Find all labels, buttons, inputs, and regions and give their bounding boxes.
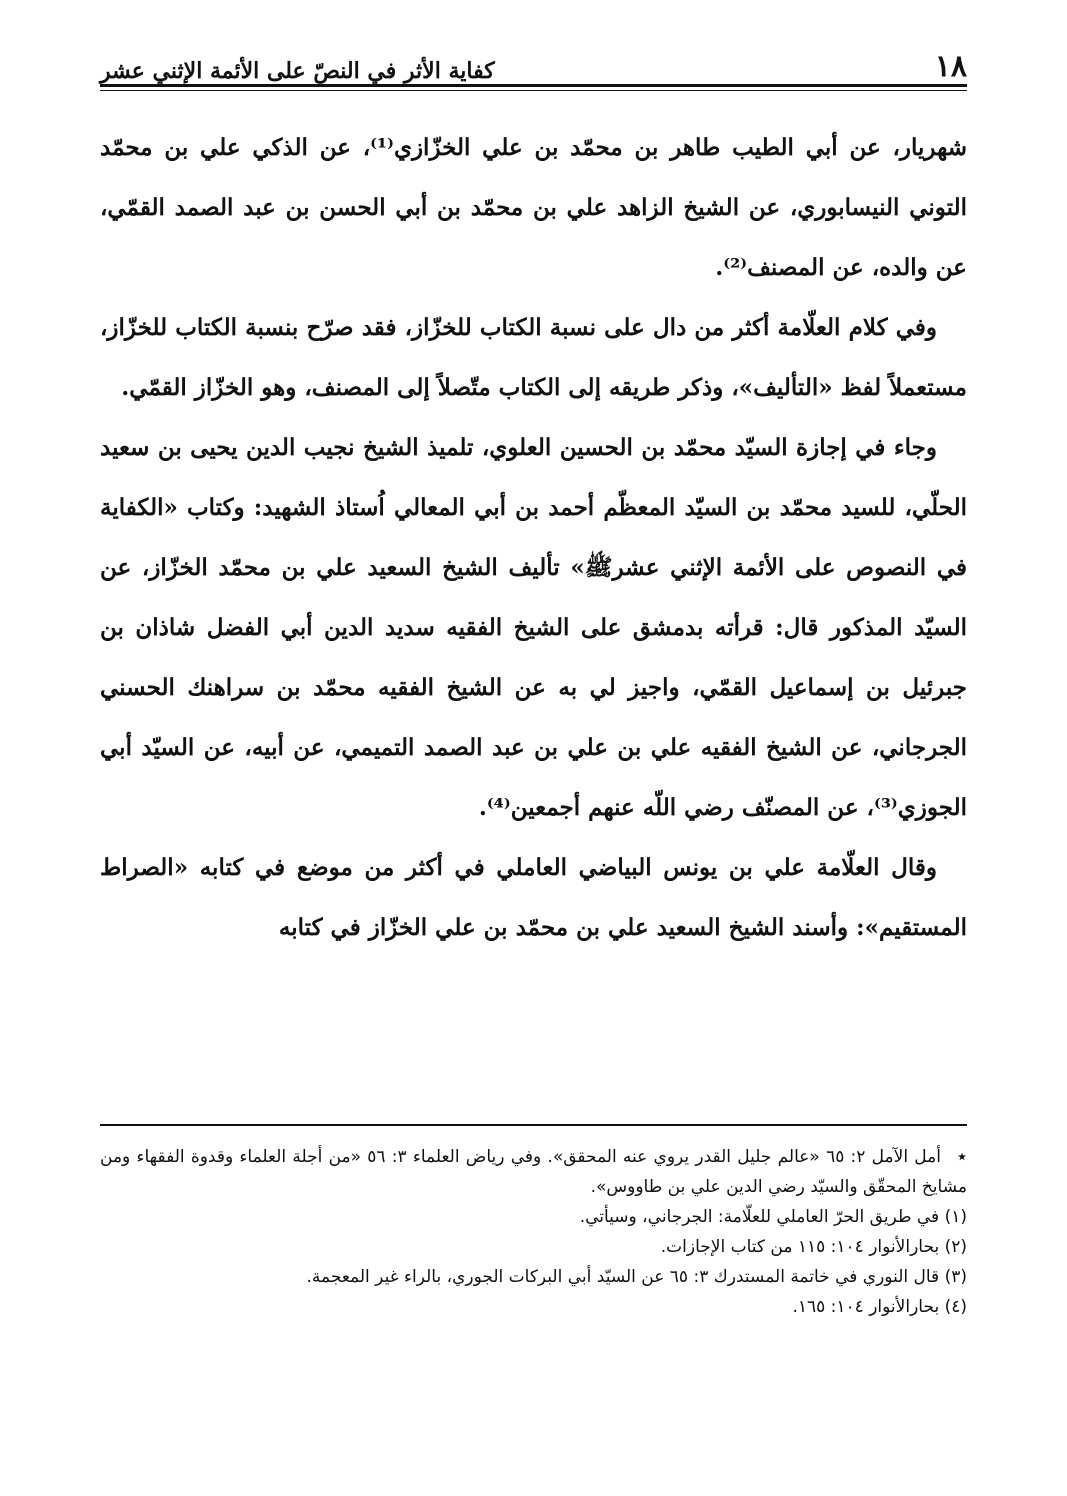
page-number: ١٨ xyxy=(934,49,967,84)
paragraph: وجاء في إجازة السيّد محمّد بن الحسين العلوي، تلميذ الشيخ نجيب الدين يحيى بن سعيد الحلّي، للسيد محمّد بن السيّد المعظّم أحمد بن أبي المعالي اُستاذ الشهيد: وكتاب «الكفاية في النصوص على الأئمة الإثني عشرﷺ» تأليف الشيخ السعيد علي بن محمّد الخزّاز، عن السيّد المذكور قال: قرأته بدمشق على الشيخ الفقيه سديد الدين أبي الفضل شاذان بن جبرئيل بن إسماعيل القمّي، واجيز لي به عن الشيخ الفقيه محمّد بن سراهنك الحسني الجرجاني، عن الشيخ الفقيه علي بن علي بن عبد الصمد التميمي، عن أبيه، عن السيّد أبي الجوزي⁽³⁾، عن المصنّف رضي اللّه عنهم أجمعين⁽⁴⁾. xyxy=(100,434,967,821)
footnote: (٢) بحارالأنوار ١٠٤: ١١٥ من كتاب الإجازات. xyxy=(660,1237,967,1257)
footnote: (٤) بحارالأنوار ١٠٤: ١٦٥. xyxy=(792,1297,967,1317)
main-text xyxy=(100,118,967,958)
page-header xyxy=(100,38,967,82)
paragraph: وفي كلام العلّامة أكثر من دال على نسبة الكتاب للخزّاز، فقد صرّح بنسبة الكتاب للخزّاز، مستعملاً لفظ «التأليف»، وذكر طريقه إلى الكتاب متّصلاً إلى المصنف، وهو الخزّاز القمّي. xyxy=(100,314,967,401)
footnotes xyxy=(100,1142,967,1322)
footnote: (٣) قال النوري في خاتمة المستدرك ٣: ٦٥ عن السيّد أبي البركات الجوري، بالراء غير المعجمة. xyxy=(306,1267,967,1287)
header-rule xyxy=(100,84,967,87)
paragraph: شهريار، عن أبي الطيب طاهر بن محمّد بن علي الخزّازي⁽¹⁾، عن الذكي علي بن محمّد التوني النيسابوري، عن الشيخ الزاهد علي بن محمّد بن أبي الحسن بن عبد الصمد القمّي، عن والده، عن المصنف⁽²⁾. xyxy=(100,134,967,281)
footnote-star xyxy=(100,1142,967,1202)
footnote-marker-icon: ٭ xyxy=(957,1146,967,1167)
footnote-text: أمل الآمل ٢: ٦٥ «عالم جليل القدر يروي عنه المحقق». وفي رياض العلماء ٣: ٥٦ «من أجلة العلماء وقدوة الفقهاء ومن مشايخ المحقّق والسيّد رضي الدين علي بن طاووس». xyxy=(100,1147,967,1197)
paragraph: وقال العلّامة علي بن يونس البياضي العاملي في أكثر من موضع في كتابه «الصراط المستقيم»: وأسند الشيخ السعيد علي بن محمّد بن علي الخزّاز في كتابه xyxy=(100,854,967,941)
running-title: كفاية الأثر في النصّ على الأئمة الإثني عشر xyxy=(100,58,495,84)
footnote: (١) في طريق الحرّ العاملي للعلّامة: الجرجاني، وسيأتي. xyxy=(579,1207,967,1227)
header-rule-thin xyxy=(100,90,967,91)
footnote-separator xyxy=(100,1124,967,1126)
